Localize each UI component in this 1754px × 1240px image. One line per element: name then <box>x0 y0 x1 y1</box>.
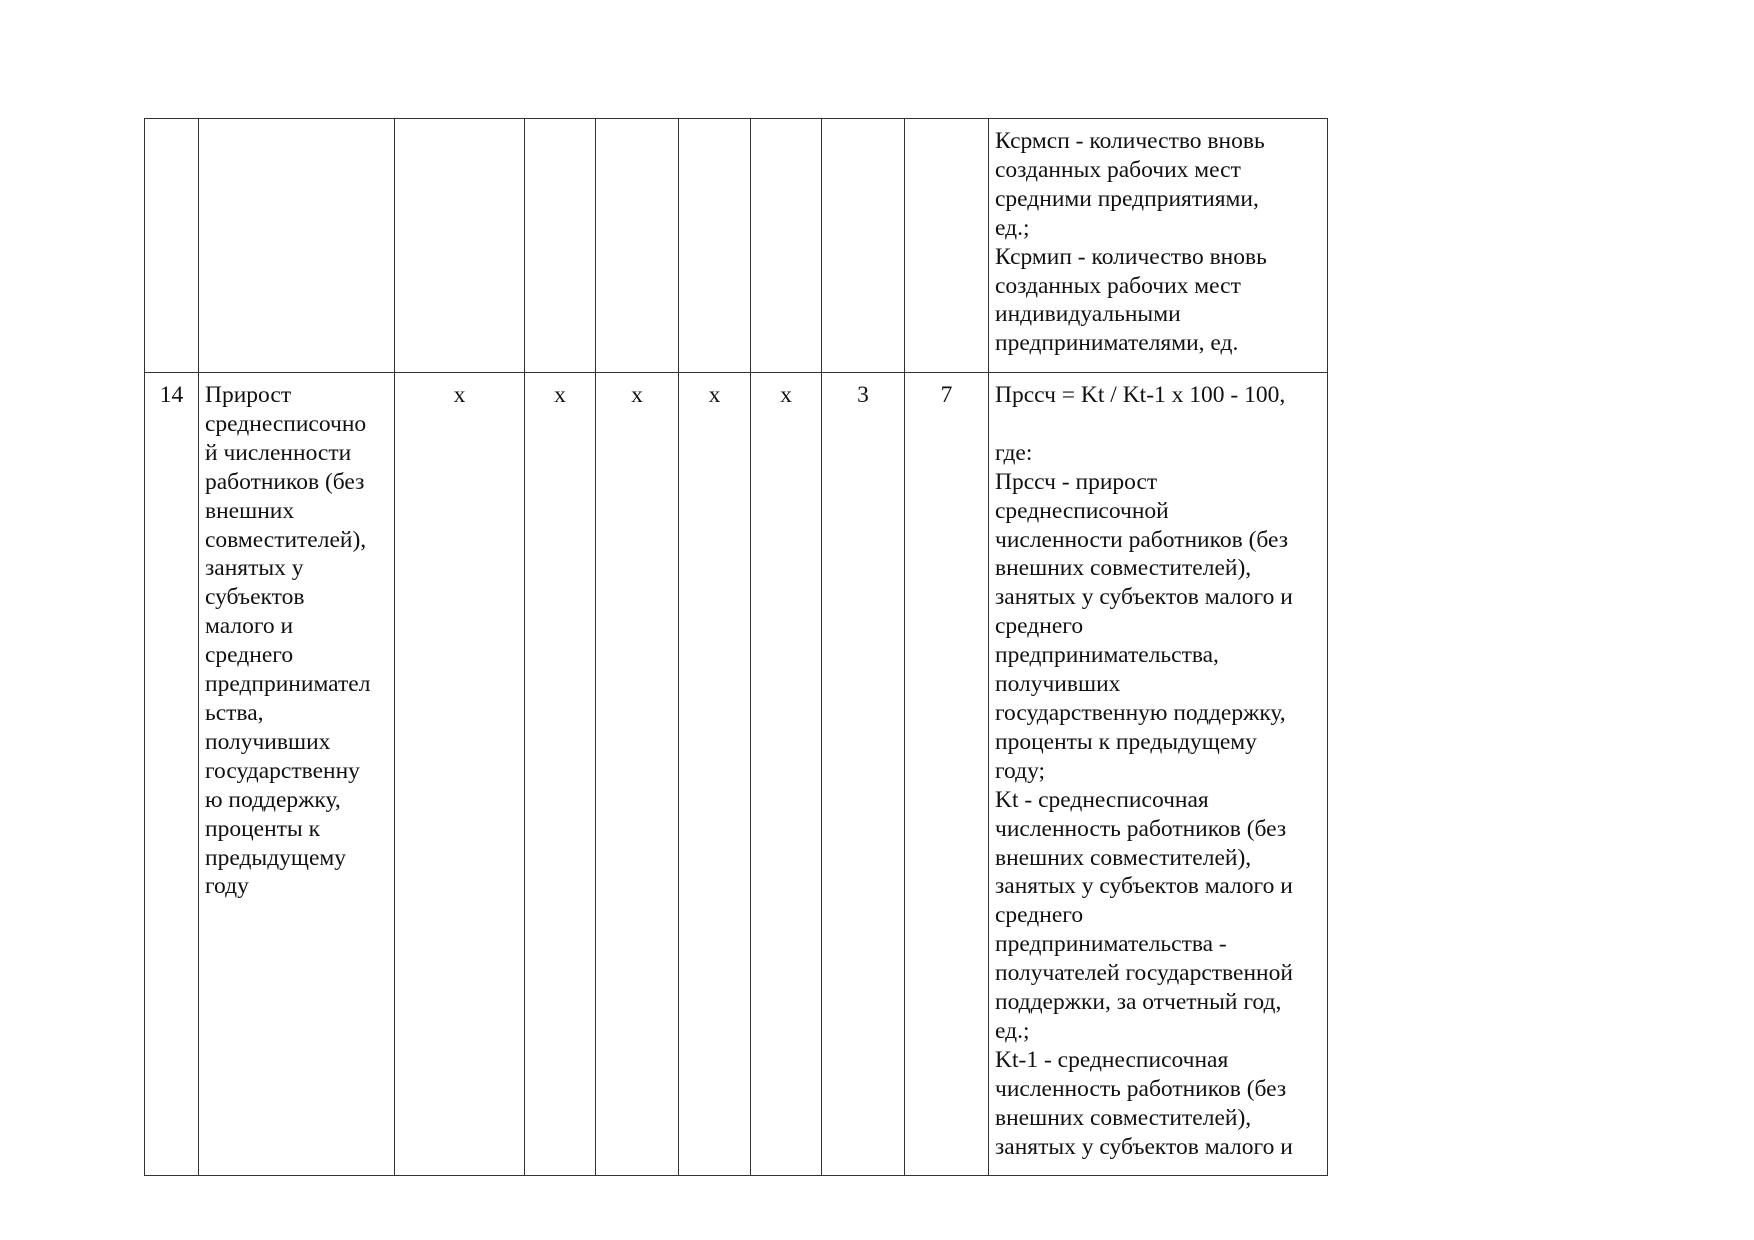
value-cell <box>395 119 525 373</box>
value-cell: 3 <box>822 373 905 1176</box>
row-number <box>145 119 199 373</box>
value-cell: 7 <box>905 373 989 1176</box>
value-cell: x <box>751 373 822 1176</box>
value-cell <box>751 119 822 373</box>
value-cell <box>905 119 989 373</box>
indicator-name: Прирост среднесписочно й численности работников (без внешних совместителей), занятых у субъектов малого и среднего предпринимател ьства, получивших государственну ю поддержку, проценты к предыдущему году <box>199 373 395 1176</box>
value-cell: x <box>596 373 679 1176</box>
value-cell: x <box>679 373 751 1176</box>
value-cell <box>525 119 596 373</box>
indicator-name <box>199 119 395 373</box>
table-row <box>145 373 1328 1176</box>
indicators-table <box>144 118 1328 1176</box>
value-cell: x <box>395 373 525 1176</box>
row-number: 14 <box>145 373 199 1176</box>
table-row <box>145 119 1328 373</box>
value-cell <box>596 119 679 373</box>
formula-description: Ксрмсп - количество вновь созданных рабочих мест средними предприятиями, ед.; Ксрмип - количество вновь созданных рабочих мест индивидуальными предпринимателями, ед. <box>989 119 1328 373</box>
formula-description: Прссч = Kt / Kt-1 x 100 - 100, где: Прссч - прирост среднесписочной численности работников (без внешних совместителей), занятых у субъектов малого и среднего предпринимательства, получивших государственную поддержку, проценты к предыдущему году; Kt - среднесписочная численность работников (без внешних совместителей), занятых у субъектов малого и среднего предпринимательства - получателей государственной поддержки, за отчетный год, ед.; Kt-1 - среднесписочная численность работников (без внешних совместителей), занятых у субъектов малого и <box>989 373 1328 1176</box>
value-cell: x <box>525 373 596 1176</box>
value-cell <box>679 119 751 373</box>
value-cell <box>822 119 905 373</box>
